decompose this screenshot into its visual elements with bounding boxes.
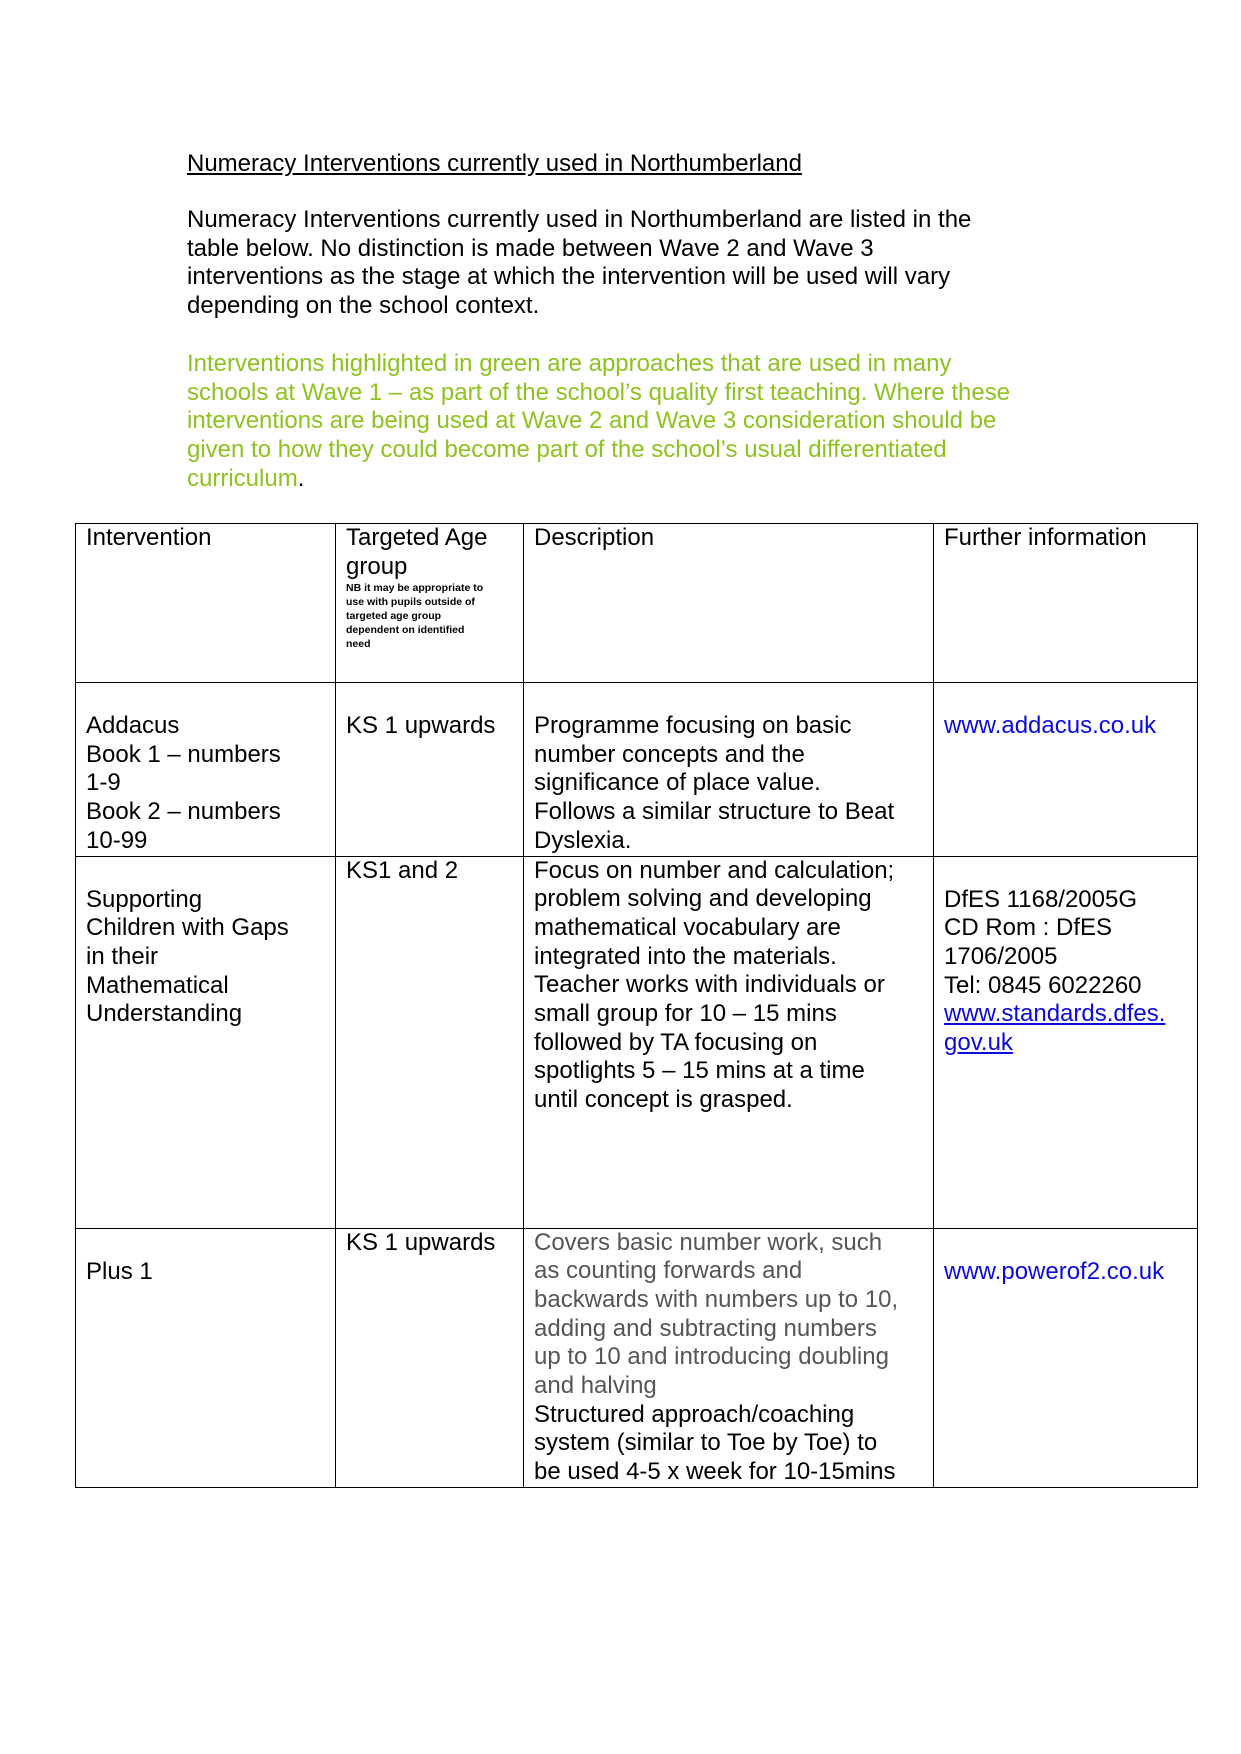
age-note-line: targeted age group — [346, 610, 442, 623]
addacus-link[interactable]: www.addacus.co.uk — [944, 712, 1157, 739]
header-further-information: Further information — [934, 524, 1198, 683]
description-line: Follows a similar structure to Beat — [534, 798, 895, 826]
note-last-text: curriculum — [187, 464, 298, 492]
page-title: Numeracy Interventions currently used in Northumberland — [187, 150, 802, 177]
note-line: Interventions highlighted in green are approaches that are used in many — [187, 350, 952, 377]
description-line: adding and subtracting numbers — [534, 1314, 877, 1342]
description-line: Programme focusing on basic — [534, 712, 852, 739]
name-line: Plus 1 — [86, 1257, 153, 1285]
table-row — [76, 856, 1198, 1228]
header-description: Description — [524, 524, 934, 683]
name-line: Understanding — [86, 1000, 243, 1028]
table-row — [76, 1228, 1198, 1487]
age-group-cell: KS1 and 2 — [336, 856, 524, 1228]
name-line: Addacus — [86, 712, 180, 739]
name-line: Book 2 – numbers — [86, 798, 281, 826]
interventions-table — [75, 523, 1198, 1488]
description-line: significance of place value. — [534, 769, 821, 797]
further-line: Tel: 0845 6022260 — [944, 971, 1142, 999]
name-line: 1-9 — [86, 769, 121, 797]
intervention-name — [76, 1228, 336, 1487]
description-line: integrated into the materials. — [534, 942, 837, 970]
further-line: 1706/2005 — [944, 942, 1058, 970]
name-line: Mathematical — [86, 971, 229, 999]
description-line: be used 4-5 x week for 10-15mins — [534, 1458, 896, 1486]
further-info-cell — [934, 1228, 1198, 1487]
description-cell — [524, 1228, 934, 1487]
description-line: up to 10 and introducing doubling — [534, 1343, 889, 1371]
table-row — [76, 683, 1198, 857]
header-intervention: Intervention — [76, 524, 336, 683]
intro-line: Numeracy Interventions currently used in Northumberland are listed in the — [187, 206, 972, 233]
description-line: and halving — [534, 1372, 657, 1400]
green-note-paragraph — [187, 350, 1087, 494]
age-note-line: use with pupils outside of — [346, 596, 475, 609]
description-cell — [524, 683, 934, 857]
age-note-line: dependent on identified — [346, 624, 465, 637]
description-line: Teacher works with individuals or — [534, 971, 885, 999]
further-info-cell — [934, 683, 1198, 857]
description-line: backwards with numbers up to 10, — [534, 1285, 899, 1313]
note-line: interventions are being used at Wave 2 and Wave 3 consideration should be — [187, 407, 997, 435]
description-line: mathematical vocabulary are — [534, 913, 841, 941]
description-line: number concepts and the — [534, 740, 805, 768]
age-note-line: NB it may be appropriate to — [346, 582, 484, 595]
standards-link[interactable]: www.standards.dfes. — [944, 1000, 1166, 1028]
description-line: problem solving and developing — [534, 885, 872, 913]
intro-line: depending on the school context. — [187, 292, 540, 320]
description-line: Dyslexia. — [534, 826, 632, 854]
description-line: spotlights 5 – 15 mins at a time — [534, 1057, 865, 1085]
table-header-row — [76, 524, 1198, 683]
age-group-cell: KS 1 upwards — [336, 1228, 524, 1487]
description-line: followed by TA focusing on — [534, 1028, 818, 1056]
intro-line: interventions as the stage at which the intervention will be used will vary — [187, 263, 951, 291]
intro-line: table below. No distinction is made between Wave 2 and Wave 3 — [187, 234, 874, 262]
name-line: in their — [86, 942, 159, 970]
age-group-cell: KS 1 upwards — [336, 683, 524, 857]
intervention-name — [76, 856, 336, 1228]
further-line: DfES 1168/2005G — [944, 885, 1138, 913]
note-last-period: . — [297, 464, 305, 492]
name-line: Supporting — [86, 885, 203, 913]
name-line: Book 1 – numbers — [86, 740, 281, 768]
note-line-last — [187, 465, 1087, 494]
further-line: CD Rom : DfES — [944, 914, 1113, 942]
intro-paragraph — [187, 206, 1087, 321]
further-info-cell — [934, 856, 1198, 1228]
name-line: 10-99 — [86, 826, 148, 854]
header-age-group — [336, 524, 524, 683]
description-line: Focus on number and calculation; — [534, 856, 895, 884]
description-cell — [524, 856, 934, 1228]
name-line: Children with Gaps — [86, 914, 289, 942]
description-line: small group for 10 – 15 mins — [534, 1000, 837, 1028]
powerof2-link[interactable]: www.powerof2.co.uk — [944, 1257, 1165, 1285]
note-line: given to how they could become part of the school’s usual differentiated — [187, 436, 947, 464]
intervention-name — [76, 683, 336, 857]
description-line: Covers basic number work, such — [534, 1228, 883, 1256]
description-line: system (similar to Toe by Toe) to — [534, 1429, 878, 1457]
header-age-line: group — [346, 552, 408, 580]
note-line: schools at Wave 1 – as part of the school’s quality first teaching. Where these — [187, 378, 1011, 406]
description-line: Structured approach/coaching — [534, 1400, 855, 1428]
description-line: until concept is grasped. — [534, 1086, 793, 1114]
description-line: as counting forwards and — [534, 1257, 803, 1285]
header-age-line: Targeted Age — [346, 524, 488, 551]
age-note-line: need — [346, 638, 371, 651]
standards-link[interactable]: gov.uk — [944, 1029, 1013, 1057]
